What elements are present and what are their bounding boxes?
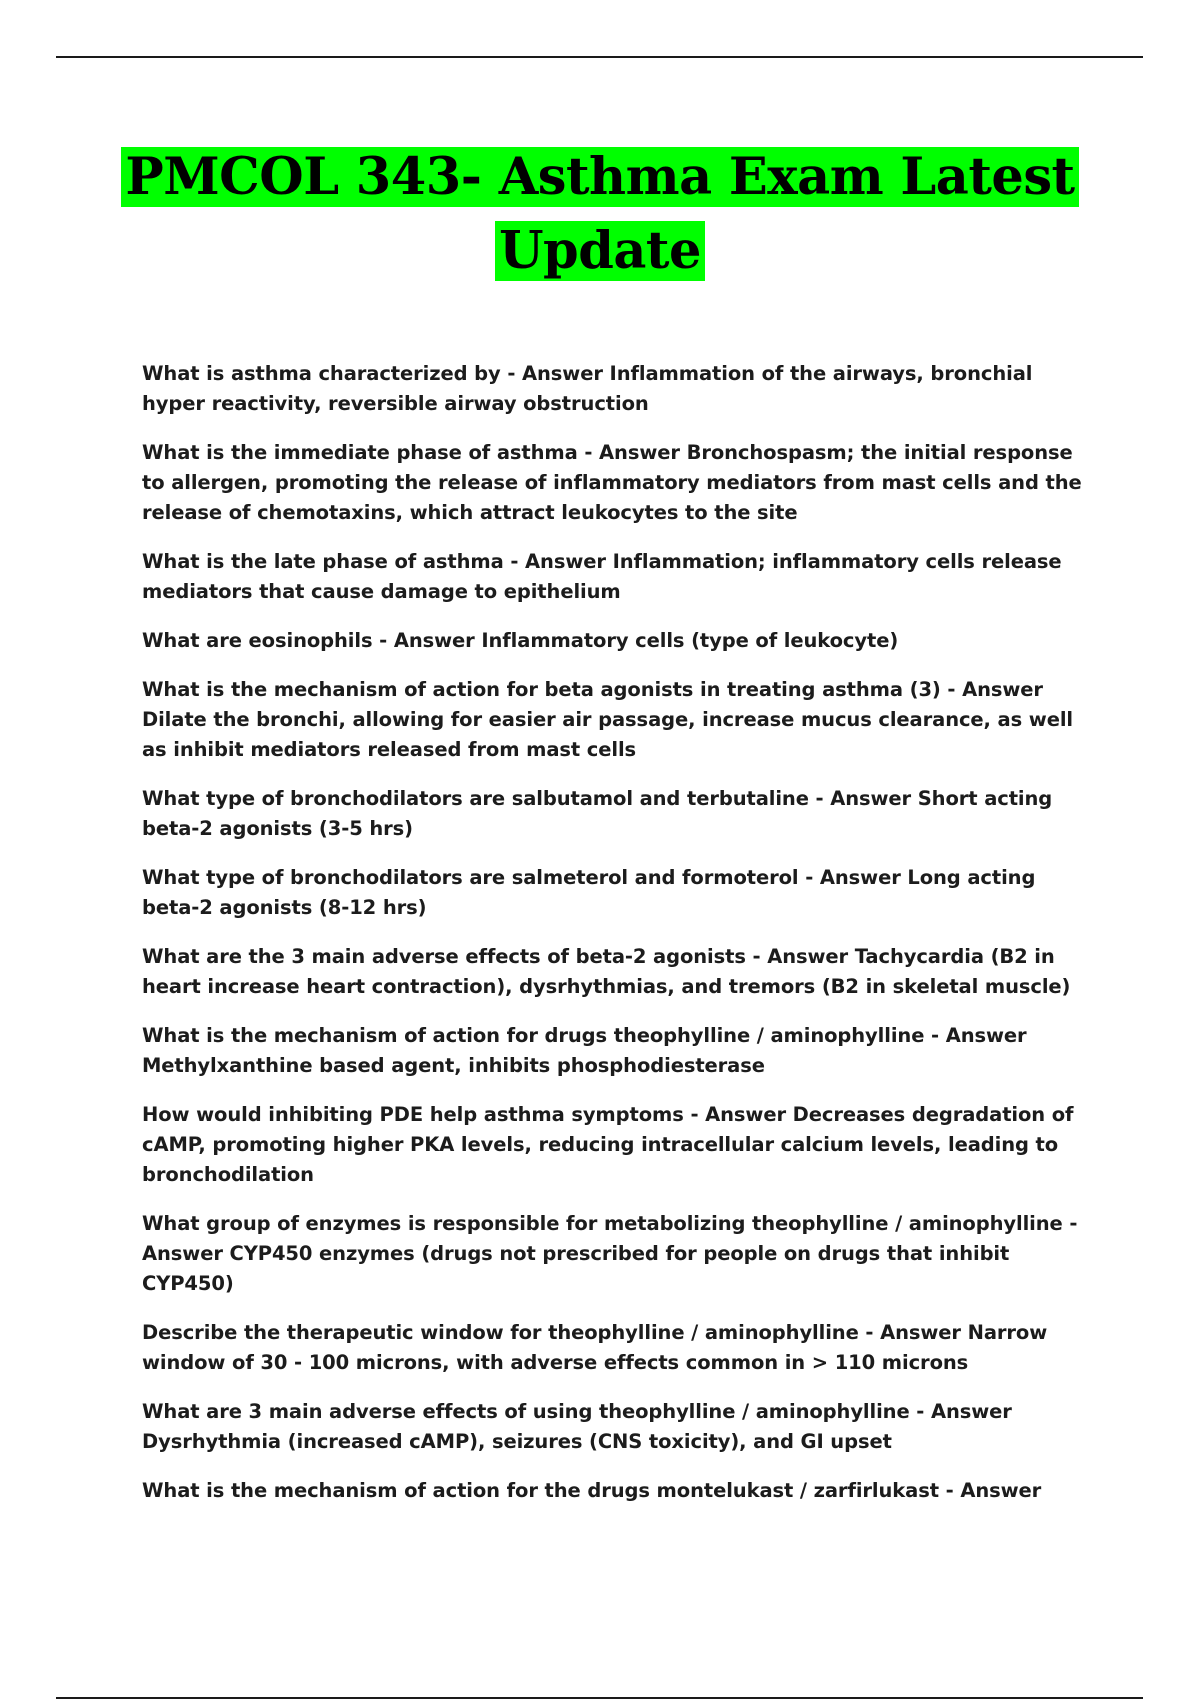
qa-entry: How would inhibiting PDE help asthma symptoms - Answer Decreases degradation of cAMP, promoting higher PKA levels, reducing intracellular calcium levels, leading to bronchodilation — [142, 1103, 1074, 1186]
qa-entry: What are 3 main adverse effects of using theophylline / aminophylline - Answer Dysrhythmia (increased cAMP), seizures (CNS toxicity), and GI upset — [142, 1400, 1012, 1453]
qa-entry: What is the late phase of asthma - Answer Inflammation; inflammatory cells release mediators that cause damage to epithelium — [142, 550, 1062, 603]
qa-list — [142, 359, 1097, 1525]
qa-entry: What is the mechanism of action for beta agonists in treating asthma (3) - Answer Dilate the bronchi, allowing for easier air passage, increase mucus clearance, as well as inhibit mediators released from mast cells — [142, 678, 1074, 761]
qa-entry: What type of bronchodilators are salmeterol and formoterol - Answer Long acting beta-2 agonists (8-12 hrs) — [142, 866, 1036, 919]
qa-entry: What type of bronchodilators are salbutamol and terbutaline - Answer Short acting beta-2 agonists (3-5 hrs) — [142, 787, 1053, 840]
qa-entry: Describe the therapeutic window for theophylline / aminophylline - Answer Narrow window of 30 - 100 microns, with adverse effects common in > 110 microns — [142, 1321, 1048, 1374]
footer-rule — [56, 1697, 1143, 1699]
qa-entry: What are the 3 main adverse effects of beta-2 agonists - Answer Tachycardia (B2 in heart increase heart contraction), dysrhythmias, and tremors (B2 in skeletal muscle) — [142, 945, 1071, 998]
page-title: PMCOL 343- Asthma Exam Latest Update — [121, 147, 1078, 281]
qa-entry: What is asthma characterized by - Answer Inflammation of the airways, bronchial hyper reactivity, reversible airway obstruction — [142, 362, 1033, 415]
qa-entry: What is the immediate phase of asthma - Answer Bronchospasm; the initial response to allergen, promoting the release of inflammatory mediators from mast cells and the release of chemotaxins, which attract leukocytes to the site — [142, 441, 1082, 524]
qa-entry: What are eosinophils - Answer Inflammatory cells (type of leukocyte) — [142, 629, 899, 652]
title-block — [0, 140, 1200, 288]
qa-entry: What is the mechanism of action for drugs theophylline / aminophylline - Answer Methylxanthine based agent, inhibits phosphodiesterase — [142, 1024, 1027, 1077]
header-rule — [56, 56, 1143, 58]
qa-entry: What is the mechanism of action for the drugs montelukast / zarfirlukast - Answer — [142, 1479, 1042, 1502]
qa-entry: What group of enzymes is responsible for metabolizing theophylline / aminophylline - Answer CYP450 enzymes (drugs not prescribed for people on drugs that inhibit CYP450) — [142, 1212, 1078, 1295]
